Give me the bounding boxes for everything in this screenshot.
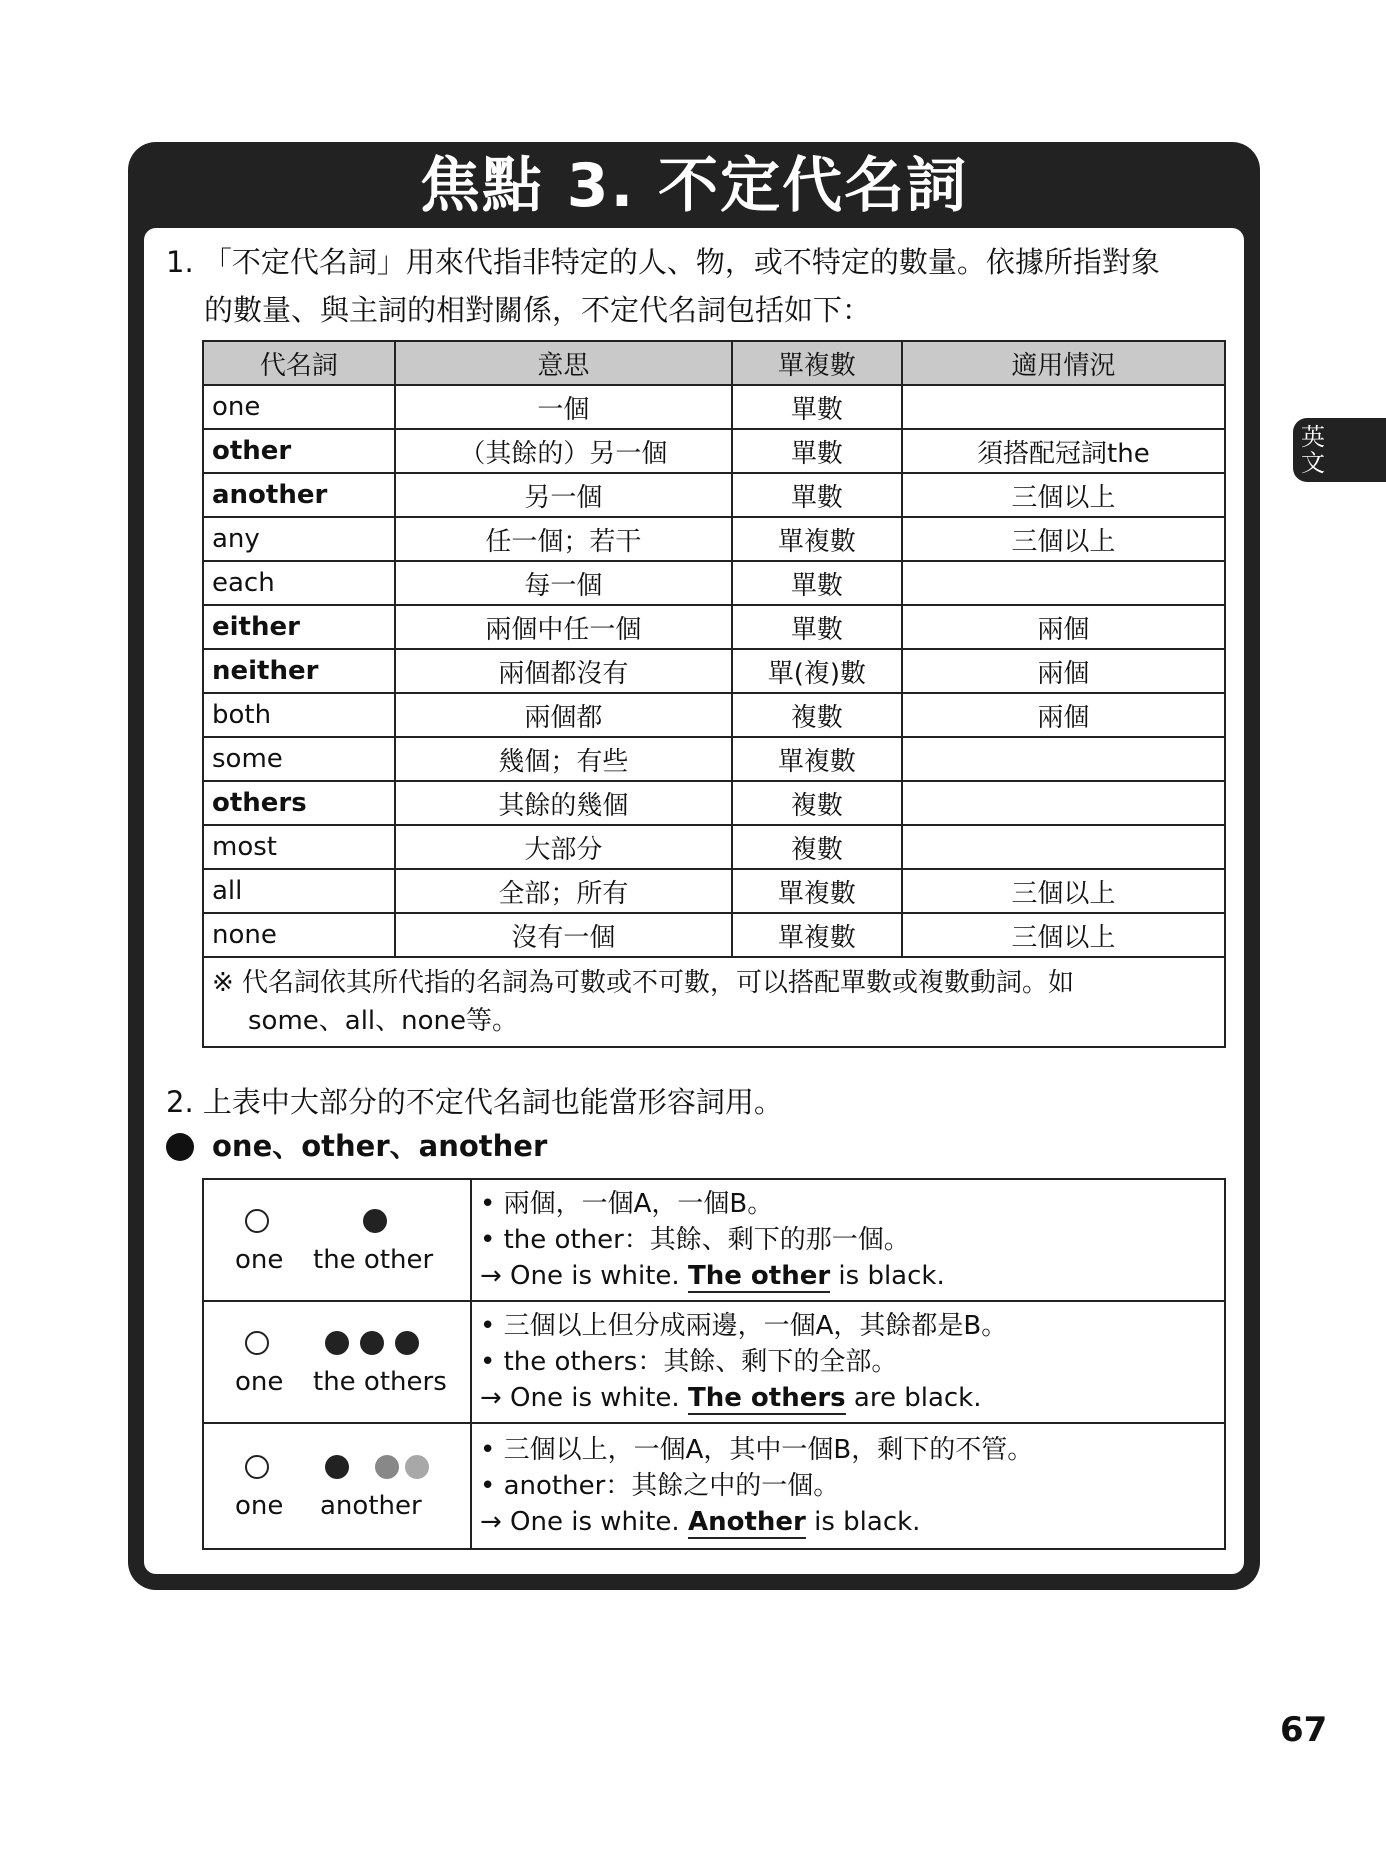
table-row — [203, 693, 1225, 737]
section-tab-char: 英 — [1301, 423, 1325, 451]
number-cell: 單複數 — [732, 517, 902, 561]
black-circle-icon — [395, 1331, 419, 1355]
diagram-label: one — [235, 1491, 284, 1521]
example-sentence — [480, 1258, 1216, 1294]
pronoun-cell: other — [203, 429, 395, 473]
pronoun-cell: others — [203, 781, 395, 825]
example-prefix: → One is white. — [479, 1261, 688, 1291]
number-cell: 單複數 — [732, 869, 902, 913]
description-bullet: • the others：其餘、剩下的全部。 — [479, 1347, 898, 1377]
black-circle-icon — [363, 1209, 387, 1233]
table-note-row — [203, 957, 1225, 1047]
pronoun-cell: some — [203, 737, 395, 781]
diagram-label: the others — [313, 1367, 447, 1397]
diagram-description — [471, 1301, 1225, 1423]
usage-cell: 三個以上 — [902, 869, 1225, 913]
pronoun-cell: most — [203, 825, 395, 869]
usage-cell: 須搭配冠詞the — [902, 429, 1225, 473]
table-header-row — [203, 341, 1225, 385]
diagram-table — [202, 1178, 1226, 1550]
table-row — [203, 913, 1225, 957]
pronoun-cell: another — [203, 473, 395, 517]
table-row — [203, 605, 1225, 649]
usage-cell — [902, 737, 1225, 781]
number-cell: 單數 — [732, 473, 902, 517]
subheading: one、other、another — [212, 1129, 548, 1163]
grey-circle-icon — [375, 1455, 399, 1479]
table-note-line: some、all、none等。 — [248, 1006, 519, 1036]
white-circle-icon — [245, 1331, 269, 1355]
bullet-dot-icon — [166, 1133, 194, 1161]
table-row — [203, 825, 1225, 869]
number-cell: 單數 — [732, 561, 902, 605]
white-circle-icon — [245, 1209, 269, 1233]
table-header: 單複數 — [732, 341, 902, 385]
section-tab-char: 文 — [1301, 449, 1325, 477]
table-row — [203, 781, 1225, 825]
page-title: 焦點 3. 不定代名詞 — [419, 151, 969, 221]
usage-cell: 兩個 — [902, 693, 1225, 737]
usage-cell: 兩個 — [902, 649, 1225, 693]
number-cell: 單複數 — [732, 913, 902, 957]
page-number: 67 — [1280, 1710, 1328, 1750]
table-row — [203, 561, 1225, 605]
diagram-description — [471, 1423, 1225, 1549]
pronoun-cell: each — [203, 561, 395, 605]
example-emphasis: The others — [687, 1383, 846, 1413]
black-circle-icon — [325, 1455, 349, 1479]
meaning-cell: 兩個都沒有 — [395, 649, 732, 693]
usage-cell — [902, 561, 1225, 605]
meaning-cell: 沒有一個 — [395, 913, 732, 957]
example-emphasis: The other — [687, 1261, 831, 1291]
number-cell: 單數 — [732, 385, 902, 429]
paragraph-1-line-2: 的數量、與主詞的相對關係，不定代名詞包括如下： — [204, 293, 872, 327]
diagram-row — [203, 1301, 1225, 1423]
table-row — [203, 517, 1225, 561]
meaning-cell: 任一個；若干 — [395, 517, 732, 561]
example-prefix: → One is white. — [479, 1383, 688, 1413]
grey-circle-icon — [405, 1455, 429, 1479]
number-cell: 複數 — [732, 781, 902, 825]
usage-cell — [902, 825, 1225, 869]
table-note-line: ※ 代名詞依其所代指的名詞為可數或不可數，可以搭配單數或複數動詞。如 — [212, 968, 1075, 998]
paragraph-2: 2. 上表中大部分的不定代名詞也能當形容詞用。 — [166, 1085, 783, 1119]
example-prefix: → One is white. — [479, 1507, 688, 1537]
black-circle-icon — [360, 1331, 384, 1355]
diagram-row — [203, 1179, 1225, 1301]
example-suffix: are black. — [845, 1383, 982, 1413]
diagram-label: one — [235, 1367, 284, 1397]
paragraph-1-line-1: 1. 「不定代名詞」用來代指非特定的人、物，或不特定的數量。依據所指對象 — [166, 245, 1160, 279]
diagram-picture-cell — [203, 1301, 471, 1423]
table-header: 適用情況 — [902, 341, 1225, 385]
pronoun-cell: none — [203, 913, 395, 957]
usage-cell — [902, 781, 1225, 825]
number-cell: 單複數 — [732, 737, 902, 781]
pronoun-cell: both — [203, 693, 395, 737]
pronoun-cell: any — [203, 517, 395, 561]
example-sentence — [480, 1504, 1216, 1540]
number-cell: 單數 — [732, 605, 902, 649]
table-row — [203, 649, 1225, 693]
usage-cell: 三個以上 — [902, 517, 1225, 561]
diagram-label: another — [320, 1491, 422, 1521]
description-bullet: • 三個以上但分成兩邊，一個A，其餘都是B。 — [479, 1311, 1008, 1341]
diagram-description — [471, 1179, 1225, 1301]
diagram-label: one — [235, 1245, 284, 1275]
number-cell: 單數 — [732, 429, 902, 473]
table-header: 代名詞 — [203, 341, 395, 385]
pronoun-cell: one — [203, 385, 395, 429]
meaning-cell: 兩個都 — [395, 693, 732, 737]
meaning-cell: 幾個；有些 — [395, 737, 732, 781]
pronoun-table — [202, 340, 1226, 1048]
diagram-picture-cell — [203, 1179, 471, 1301]
usage-cell: 兩個 — [902, 605, 1225, 649]
section-tab — [1293, 418, 1386, 482]
table-row — [203, 429, 1225, 473]
black-circle-icon — [325, 1331, 349, 1355]
table-row — [203, 737, 1225, 781]
description-bullet: • the other：其餘、剩下的那一個。 — [479, 1225, 910, 1255]
number-cell: 單(複)數 — [732, 649, 902, 693]
example-suffix: is black. — [805, 1507, 921, 1537]
usage-cell: 三個以上 — [902, 913, 1225, 957]
table-row — [203, 385, 1225, 429]
meaning-cell: 一個 — [395, 385, 732, 429]
pronoun-cell: neither — [203, 649, 395, 693]
usage-cell: 三個以上 — [902, 473, 1225, 517]
usage-cell — [902, 385, 1225, 429]
diagram-picture-cell — [203, 1423, 471, 1549]
example-sentence — [480, 1380, 1216, 1416]
meaning-cell: 兩個中任一個 — [395, 605, 732, 649]
pronoun-cell: either — [203, 605, 395, 649]
meaning-cell: 大部分 — [395, 825, 732, 869]
pronoun-cell: all — [203, 869, 395, 913]
number-cell: 複數 — [732, 693, 902, 737]
description-bullet: • another：其餘之中的一個。 — [479, 1471, 840, 1501]
meaning-cell: 全部；所有 — [395, 869, 732, 913]
diagram-label: the other — [313, 1245, 434, 1275]
example-emphasis: Another — [687, 1507, 806, 1537]
description-bullet: • 兩個，一個A，一個B。 — [479, 1189, 774, 1219]
meaning-cell: 另一個 — [395, 473, 732, 517]
table-row — [203, 473, 1225, 517]
meaning-cell: 其餘的幾個 — [395, 781, 732, 825]
diagram-row — [203, 1423, 1225, 1549]
table-note — [203, 957, 1225, 1047]
white-circle-icon — [245, 1455, 269, 1479]
table-row — [203, 869, 1225, 913]
meaning-cell: 每一個 — [395, 561, 732, 605]
meaning-cell: （其餘的）另一個 — [395, 429, 732, 473]
table-header: 意思 — [395, 341, 732, 385]
example-suffix: is black. — [830, 1261, 945, 1291]
number-cell: 複數 — [732, 825, 902, 869]
description-bullet: • 三個以上，一個A，其中一個B，剩下的不管。 — [479, 1435, 1034, 1465]
